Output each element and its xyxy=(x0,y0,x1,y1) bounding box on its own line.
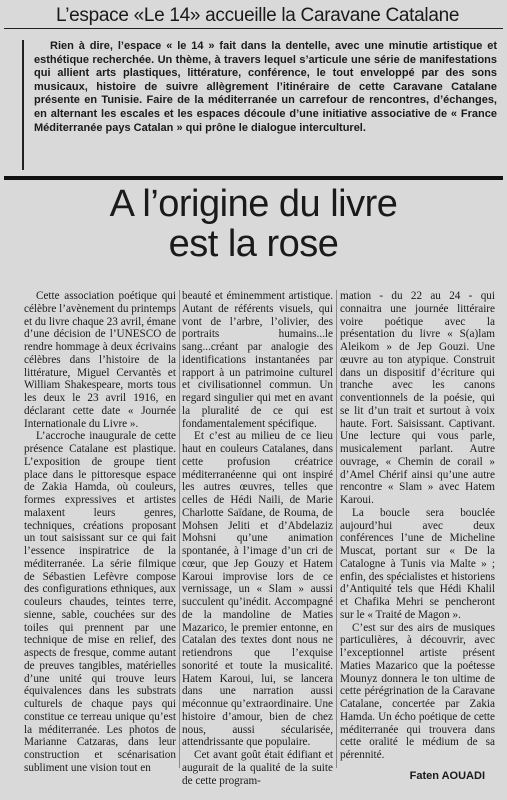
article-lead: Rien à dire, l’espace « le 14 » fait dans la dentelle, avec une minutie artistique et esthétique recherchée. Un thème, à travers lequel s’articule une série de manifestations qui allient arts plastiques, littérature, conférence, le tout enveloppé par des sons musicaux, histoire de suivre allègrement l’itinéraire de cette Caravane Catalane présente en Tunisie. Faire de la méditerranée un carrefour de rencontres, d’échanges, en alternant les escales et les espaces découle d’une initiative associative de « France Méditerranée pays Catalan » qui prône le dialogue interculturel. xyxy=(22,40,497,170)
column-separator xyxy=(179,290,180,768)
paragraph: Cette association poétique qui célèbre l’avènement du printemps et du livre chaque 23 avril, émane d’une décision de l’UNESCO de rendre hommage à deux écrivains célèbres dans l’histoire de la littérature, Miguel Cervantès et William Shakespeare, morts tous les deux le 23 avril 1916, en déclarant cette date « Journée Internationale du Livre ». xyxy=(24,290,176,430)
article-headline xyxy=(0,184,507,264)
text-column-3 xyxy=(340,290,495,768)
headline-line-1: A l’origine du livre xyxy=(109,183,398,225)
paragraph: beauté et éminemment artistique. Autant de référents visuels, qui vont de l’arbre, l’olivier, des portraits humains...le sang...créant par analogie des identifications instantanées par rapport à un patrimoine culturel et civilisationnel commun. Un regard singulier qui met en avant la pluralité de ce qui est fondamentalement spécifique. xyxy=(182,290,333,430)
paragraph: mation - du 22 au 24 - qui connaitra une journée littéraire voire poétique avec la présentation du livre « S(a)lam Aleikom » de Jep Gouzi. Une œuvre au ton atypique. Construit dans un dispositif d’écriture qui tranche avec les canons conventionnels de la poésie, qui se lit d’un trait et surtout à voix haute. Fort. Saisissant. Captivant. Une lecture qui vous parle, musicalement parlant. Autre ouvrage, « Chemin de corail » d’Amel Chérif ainsi qu’une autre rencontre « Slam » avec Hatem Karoui. xyxy=(340,290,495,506)
author-byline: Faten AOUADI xyxy=(409,770,485,782)
paragraph: La boucle sera bouclée aujourd’hui avec deux conférences l’une de Micheline Muscat, portant sur « De la Catalogne à Tunis via Malte » ; enfin, des spécialistes et historiens d’Antiquité tels que Hédi Khalil et Chafika Mehri se pencheront sur le « Traité de Magon ». xyxy=(340,506,495,621)
paragraph: C’est sur des airs de musiques particulières, à découvrir, avec l’exceptionnel artiste présent Maties Mazarico que la poétesse Mounyz donnera le ton ultime de cette pérégrination de la Caravane Catalane, concertée par Zakia Hamda. Un écho poétique de cette méditerranée qui trouvera dans cette oralité le médium de sa pérennité. xyxy=(340,621,495,761)
headline-line-2: est la rose xyxy=(168,223,339,265)
rubric-header: L’espace «Le 14» accueille la Caravane Catalane xyxy=(4,4,503,29)
text-column-1 xyxy=(24,290,176,774)
paragraph: Et c’est au milieu de ce lieu haut en couleurs Catalanes, dans cette profusion créatrice méditerranéenne qui ont inspiré les autres œuvres, telles que celles de Hédi Naili, de Marie Charlotte Saïdane, de Rouma, de Mohsen Jeliti et d’Abdelaziz Mohsni qu’une animation spontanée, à l’image d’un cri de cœur, que Jep Gouzy et Hatem Karoui improvise lors de ce vernissage, un « Slam » aussi succulent qu’inédit. Accompagné de la mandoline de Maties Mazarico, le premier entonne, en Catalan des textes dont nous ne retiendrons que l’exquise sonorité et toute la musicalité. Hatem Karoui, lui, se lancera dans une narration aussi méconnue qu’extraordinaire. Une histoire d’amour, bien de chez nous, aussi sécularisée, attendrissante que populaire. xyxy=(182,430,333,749)
text-column-2 xyxy=(182,290,333,787)
divider-rule xyxy=(4,176,503,180)
paragraph: Cet avant goût était édifiant et augurait de la qualité de la suite de cette program- xyxy=(182,749,333,787)
column-separator xyxy=(336,290,337,768)
paragraph: L’accroche inaugurale de cette présence Catalane est plastique. L’exposition de groupe tient place dans le pittoresque espace de Zakia Hamda, où couleurs, formes expressives et artistes malaxent leurs genres, techniques, créations proposant un tout saisissant sur ce qui fait l’essence inspiratrice de la méditerranée. La série filmique de Sébastien Lefèvre compose des configurations ethniques, aux couleurs chaudes, teintes terre, sienne, sable, couchées sur des toiles qui prennent par une technique de mise en relief, des aspects de fresque, comme autant de preuves tangibles, matérielles d’une unité qui trouve leurs équivalences dans les substrats culturels de chaque pays qui constitue ce terreau unique qu’est la méditerranée. Les photos de Marianne Catzaras, dans leur construction et scénarisation subliment une vision tout en xyxy=(24,430,176,774)
